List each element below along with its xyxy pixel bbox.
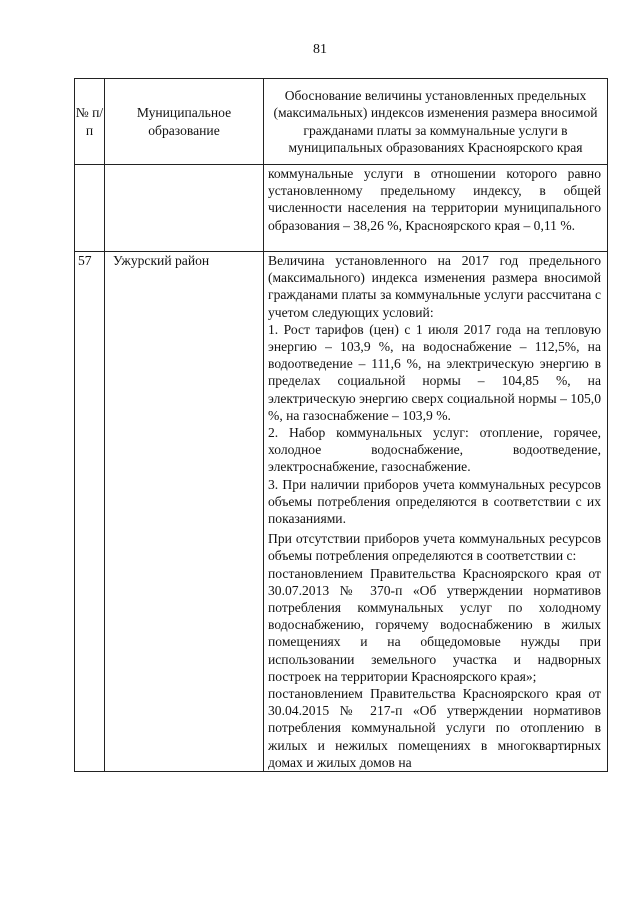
- cell-num-empty: [75, 165, 105, 252]
- justification-paragraph: При отсутствии приборов учета коммунальных ресурсов объемы потребления определяются в соответствии с:: [268, 531, 601, 564]
- indices-table: [74, 78, 608, 772]
- row-municipality: Ужурский район: [105, 252, 264, 772]
- continued-justification-text: коммунальные услуги в отношении которого равно установленному предельному индексу, в общей численности населения на территории муниципального образования – 38,26 %, Красноярского края – 0,11 %.: [264, 165, 608, 252]
- row-num: 57: [75, 252, 105, 772]
- table-header-row: [75, 79, 608, 165]
- justification-paragraph: 1. Рост тарифов (цен) с 1 июля 2017 года на тепловую энергию – 103,9 %, на водоснабжение – 112,5%, на водоотведение – 111,6 %, на электрическую энергию в пределах социальной нормы – 104,85 %, на электрическую энергию сверх социальной нормы – 105,0 %, на газоснабжение – 103,9 %.: [268, 321, 601, 423]
- justification-paragraph: постановлением Правительства Красноярского края от 30.07.2013 № 370-п «Об утверждении нормативов потребления коммунальных услуг по холодному водоснабжению, горячему водоснабжению в жилых помещениях и на общедомовые нужды при использовании земельного участка и надворных построек на территории Красноярского края»;: [268, 565, 601, 684]
- header-justification: Обоснование величины установленных предельных (максимальных) индексов изменения размера вносимой гражданами платы за коммунальные услуги в муниципальных образованиях Красноярского края: [264, 79, 608, 165]
- header-num: № п/п: [75, 79, 105, 165]
- justification-paragraph: 3. При наличии приборов учета коммунальных ресурсов объемы потребления определяются в соответствии с их показаниями.: [268, 476, 601, 527]
- header-municipality: Муниципальное образование: [105, 79, 264, 165]
- justification-paragraph: постановлением Правительства Красноярского края от 30.04.2015 № 217-п «Об утверждении нормативов потребления коммунальной услуги по отоплению в жилых и нежилых помещениях в многоквартирных домах и жилых домов на: [268, 686, 601, 770]
- justification-paragraph: Величина установленного на 2017 год предельного (максимального) индекса изменения размера вносимой гражданами платы за коммунальные услуги рассчитана с учетом следующих условий:: [268, 253, 601, 320]
- table-row-continued: [75, 165, 608, 252]
- justification-paragraph: 2. Набор коммунальных услуг: отопление, горячее, холодное водоснабжение, водоотведение, электроснабжение, газоснабжение.: [268, 425, 601, 475]
- page-number: 81: [313, 42, 327, 57]
- cell-municipality-empty: [105, 165, 264, 252]
- table-row: [75, 252, 608, 772]
- row-justification: [264, 252, 608, 772]
